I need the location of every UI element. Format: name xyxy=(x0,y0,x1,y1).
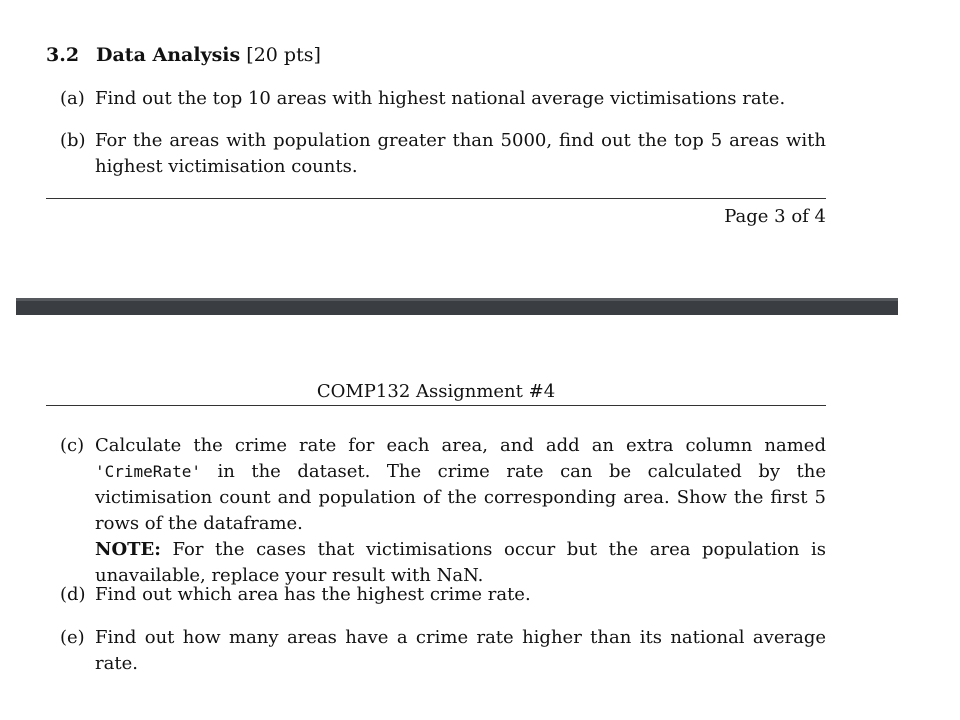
item-text: For the areas with population greater than 5000, find out the top 5 areas with highest victimisation counts. xyxy=(95,130,826,177)
note-text: For the cases that victimisations occur but the area population is unavailable, replace your result with NaN. xyxy=(95,539,826,586)
code-snippet: 'CrimeRate' xyxy=(95,462,201,481)
item-text-part: Calculate the crime rate for each area, and add an extra column named xyxy=(95,435,826,456)
header-rule xyxy=(46,405,826,406)
note-label: NOTE: xyxy=(95,539,161,560)
question-item-c xyxy=(60,433,826,589)
section-heading xyxy=(46,44,321,66)
item-label: (c) xyxy=(60,435,85,456)
section-points: [20 pts] xyxy=(246,44,321,66)
page-separator xyxy=(16,298,898,315)
item-text: Find out how many areas have a crime rate higher than its national average rate. xyxy=(95,627,826,674)
item-label: (b) xyxy=(60,130,86,151)
footer-rule xyxy=(46,198,826,199)
item-text xyxy=(95,433,826,589)
section-title: Data Analysis xyxy=(96,44,241,66)
page-3-bottom xyxy=(0,0,960,298)
item-label: (a) xyxy=(60,88,85,109)
item-text: Find out the top 10 areas with highest national average victimisations rate. xyxy=(95,88,786,109)
item-label: (e) xyxy=(60,627,85,648)
item-label: (d) xyxy=(60,584,86,605)
running-header: COMP132 Assignment #4 xyxy=(316,381,556,402)
question-item-d xyxy=(60,582,826,608)
item-text-part: in the dataset. The crime rate can be calculated by the victimisation count and population of the corresponding area. Show the first 5 rows of the dataframe. xyxy=(95,461,826,534)
question-item-a xyxy=(60,86,826,112)
section-number: 3.2 xyxy=(46,44,80,66)
item-text: Find out which area has the highest crime rate. xyxy=(95,584,531,605)
question-item-e xyxy=(60,625,826,677)
question-item-b xyxy=(60,128,826,180)
page-number: Page 3 of 4 xyxy=(724,206,826,227)
